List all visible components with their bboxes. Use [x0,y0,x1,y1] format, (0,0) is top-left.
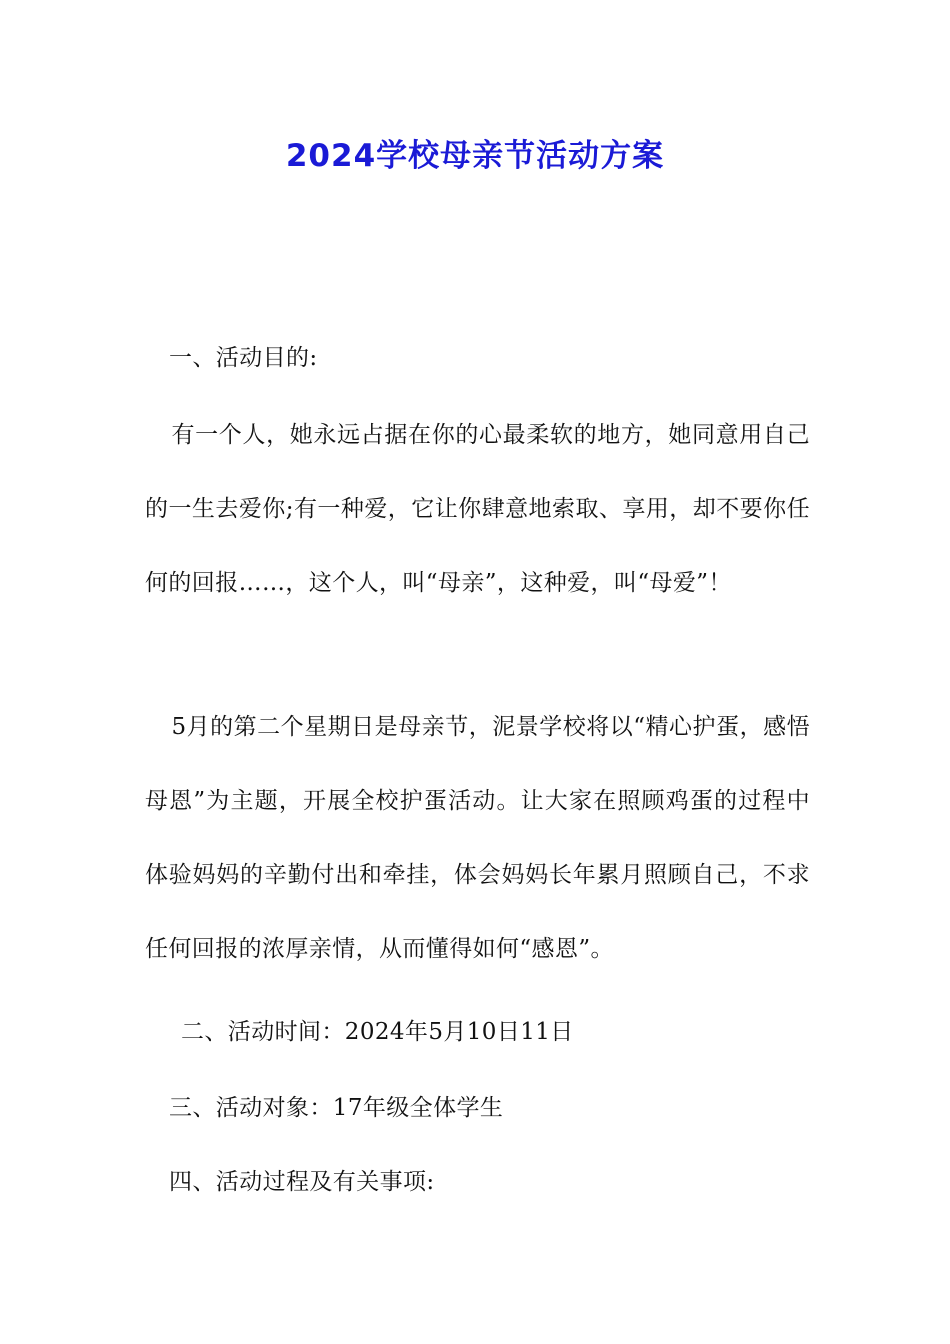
section-activity-time: 二、活动时间：2024年5月10日11日 [181,1019,574,1045]
paragraph-mother-love: 有一个人，她永远占据在你的心最柔软的地方，她同意用自己的一生去爱你;有一种爱，它让你肆意地索取、享用，却不要你任何的回报……，这个人，叫“母亲”，这种爱，叫“母爱”！ [145,422,810,596]
section-activity-target: 三、活动对象：17年级全体学生 [169,1095,504,1121]
section-heading-purpose: 一、活动目的: [169,345,318,371]
section-heading-process: 四、活动过程及有关事项: [169,1169,435,1195]
paragraph-activity-theme: 5月的第二个星期日是母亲节，泥景学校将以“精心护蛋，感悟母恩”为主题，开展全校护蛋活动。让大家在照顾鸡蛋的过程中体验妈妈的辛勤付出和牵挂，体会妈妈长年累月照顾自己，不求任何回报的浓厚亲情，从而懂得如何“感恩”。 [145,714,810,962]
document-title: 2024学校母亲节活动方案 [285,138,665,174]
